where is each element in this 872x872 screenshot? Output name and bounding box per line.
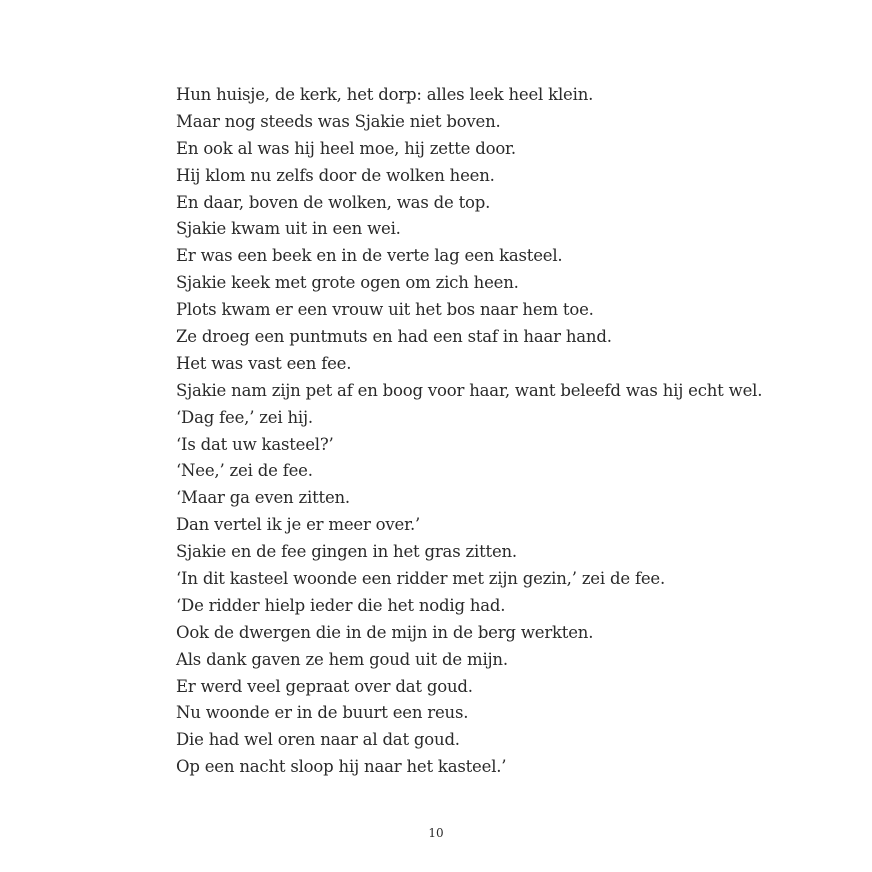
text-line: Nu woonde er in de buurt een reus. bbox=[176, 703, 469, 723]
text-line: ‘In dit kasteel woonde een ridder met zijn gezin,’ zei de fee. bbox=[176, 569, 666, 589]
text-line: ‘Dag fee,’ zei hij. bbox=[176, 407, 313, 427]
text-line: Dan vertel ik je er meer over.’ bbox=[176, 515, 421, 535]
text-line: Als dank gaven ze hem goud uit de mijn. bbox=[176, 649, 508, 669]
text-line: Plots kwam er een vrouw uit het bos naar hem toe. bbox=[176, 300, 594, 320]
page-number: 10 bbox=[428, 826, 444, 840]
text-line: Ook de dwergen die in de mijn in de berg werkten. bbox=[176, 622, 594, 642]
text-line: Maar nog steeds was Sjakie niet boven. bbox=[176, 111, 501, 131]
text-line: Er werd veel gepraat over dat goud. bbox=[176, 676, 473, 696]
text-line: Op een nacht sloop hij naar het kasteel.’ bbox=[176, 757, 507, 777]
text-line: Ze droeg een puntmuts en had een staf in haar hand. bbox=[176, 327, 612, 347]
text-line: Sjakie en de fee gingen in het gras zitten. bbox=[176, 542, 517, 562]
text-line: ‘De ridder hielp ieder die het nodig had. bbox=[176, 595, 506, 615]
text-line: Sjakie nam zijn pet af en boog voor haar, want beleefd was hij echt wel. bbox=[176, 380, 763, 400]
text-line: En ook al was hij heel moe, hij zette door. bbox=[176, 138, 516, 158]
text-line: ‘Is dat uw kasteel?’ bbox=[176, 434, 334, 454]
text-line: Hij klom nu zelfs door de wolken heen. bbox=[176, 165, 495, 185]
text-line: Die had wel oren naar al dat goud. bbox=[176, 730, 460, 750]
text-line: ‘Maar ga even zitten. bbox=[176, 488, 350, 508]
text-line: Het was vast een fee. bbox=[176, 353, 352, 373]
text-line: Er was een beek en in de verte lag een kasteel. bbox=[176, 246, 563, 266]
text-line: Sjakie keek met grote ogen om zich heen. bbox=[176, 273, 519, 293]
text-line: En daar, boven de wolken, was de top. bbox=[176, 192, 491, 212]
story-text bbox=[176, 82, 816, 781]
text-line: Hun huisje, de kerk, het dorp: alles leek heel klein. bbox=[176, 85, 594, 104]
text-line: ‘Nee,’ zei de fee. bbox=[176, 461, 313, 481]
text-line: Sjakie kwam uit in een wei. bbox=[176, 219, 401, 239]
